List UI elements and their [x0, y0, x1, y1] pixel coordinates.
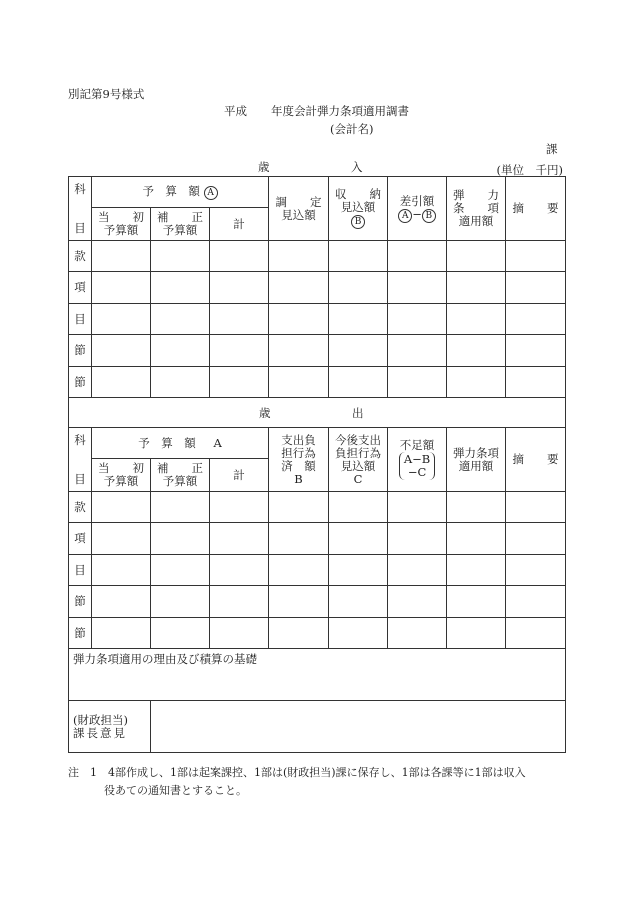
table-row	[69, 555, 566, 586]
total-header: 計	[210, 459, 269, 492]
future-mark: C	[353, 471, 363, 486]
adjustment-a: 調 定	[275, 194, 322, 209]
supp-a: 補 正	[157, 461, 203, 475]
title-text: 年度会計弾力条項適用調書	[271, 104, 409, 118]
kamoku-top: 科	[74, 182, 86, 196]
budget-label: 予 算 額	[138, 435, 196, 450]
difference-mark-b: B	[422, 209, 436, 223]
note-line-1: 注 1 4部作成し、1部は起案課控、1部は(財政担当)課に保存し、1部は各課等に1部は収入	[68, 766, 526, 779]
supp-b: 予算額	[162, 474, 198, 488]
supplementary-budget-header	[151, 208, 210, 241]
shortfall-header	[388, 428, 447, 492]
adjustment-header	[269, 177, 329, 241]
account-name: (会計名)	[330, 122, 374, 136]
expenditure-label-a: 歳	[259, 406, 271, 420]
form-label: 別記第9号様式	[68, 87, 145, 101]
collection-mark: B	[351, 215, 365, 229]
collection-header	[329, 177, 388, 241]
initial-a: 当 初	[98, 461, 144, 475]
flex-a: 弾力条項	[453, 445, 500, 460]
kamoku-top: 科	[74, 433, 86, 447]
spent-a: 支出負	[281, 432, 316, 447]
row-label: 款	[69, 241, 92, 272]
initial-budget-header	[92, 459, 151, 492]
supplementary-budget-header	[151, 459, 210, 492]
initial-budget-header	[92, 208, 151, 241]
row-label: 項	[69, 523, 92, 555]
initial-a: 当 初	[98, 210, 144, 224]
total-header: 計	[210, 208, 269, 241]
budget-header	[92, 177, 269, 208]
flex-b: 適用額	[458, 458, 494, 473]
kamoku-cell	[69, 177, 92, 241]
finance-opinion-field[interactable]	[151, 701, 566, 753]
flex-c: 適用額	[458, 214, 494, 228]
difference-a: 差引額	[399, 193, 435, 208]
commitment-header	[269, 428, 329, 492]
flex-header	[447, 177, 506, 241]
shortfall-a: 不足額	[399, 438, 435, 452]
row-label: 節	[69, 367, 92, 398]
revenue-label-b: 入	[351, 160, 363, 174]
difference-mark-a: A	[398, 209, 412, 223]
initial-b: 予算額	[103, 474, 139, 488]
initial-b: 予算額	[103, 223, 139, 237]
collection-a: 収 納	[335, 187, 382, 201]
flex-header	[447, 428, 506, 492]
note-line-2: 役あての通知書とすること。	[104, 784, 247, 797]
table-row	[69, 523, 566, 555]
row-label: 項	[69, 272, 92, 304]
table-row	[69, 367, 566, 398]
budget-mark: A	[204, 186, 218, 200]
table-row	[69, 304, 566, 335]
collection-b: 見込額	[340, 200, 376, 214]
future-a: 今後支出	[335, 432, 382, 447]
budget-label: 予 算 額	[142, 183, 200, 198]
page-title	[224, 106, 409, 118]
row-label: 目	[69, 555, 92, 586]
supp-a: 補 正	[157, 210, 203, 224]
flex-a: 弾 力	[453, 188, 500, 202]
spent-b: 担行為	[281, 445, 316, 460]
row-label: 節	[69, 335, 92, 367]
table-row	[69, 618, 566, 649]
shortfall-c: −C	[407, 465, 427, 479]
table-row	[69, 492, 566, 523]
department-label: 課	[546, 142, 558, 156]
shortfall-bracket	[399, 452, 435, 480]
finance-label-b: 課長意見	[73, 725, 127, 740]
table-row	[69, 586, 566, 618]
future-c: 見込額	[340, 458, 376, 473]
adjustment-form-table	[68, 176, 566, 753]
spent-c: 済 額	[281, 458, 316, 473]
row-label: 目	[69, 304, 92, 335]
expenditure-label-b: 出	[352, 406, 364, 420]
finance-label-a: (財政担当)	[73, 712, 128, 727]
expenditure-header	[69, 398, 566, 428]
kamoku-bottom: 目	[74, 221, 86, 235]
finance-opinion-label	[69, 701, 151, 753]
adjustment-b: 見込額	[281, 207, 316, 222]
kamoku-cell	[69, 428, 92, 492]
reason-cell	[69, 649, 566, 701]
remarks-header: 摘 要	[506, 428, 566, 492]
budget-header	[92, 428, 269, 459]
flex-b: 条 項	[453, 201, 500, 215]
table-row	[69, 272, 566, 304]
table-row	[69, 241, 566, 272]
reason-label: 弾力条項適用の理由及び積算の基礎	[73, 652, 257, 666]
remarks-header: 摘 要	[506, 177, 566, 241]
future-commitment-header	[329, 428, 388, 492]
unit-label: (単位 千円)	[496, 163, 563, 177]
revenue-label-a: 歳	[258, 160, 270, 174]
row-label: 節	[69, 618, 92, 649]
row-label: 節	[69, 586, 92, 618]
spent-mark: B	[294, 471, 303, 486]
title-era: 平成	[224, 104, 247, 118]
supp-b: 予算額	[162, 223, 198, 237]
kamoku-bottom: 目	[74, 472, 86, 486]
table-row	[69, 335, 566, 367]
future-b: 負担行為	[335, 445, 382, 460]
budget-mark: A	[213, 435, 222, 450]
shortfall-b: A−B	[403, 452, 431, 466]
difference-header: 差引額 A − B	[388, 177, 447, 241]
row-label: 款	[69, 492, 92, 523]
